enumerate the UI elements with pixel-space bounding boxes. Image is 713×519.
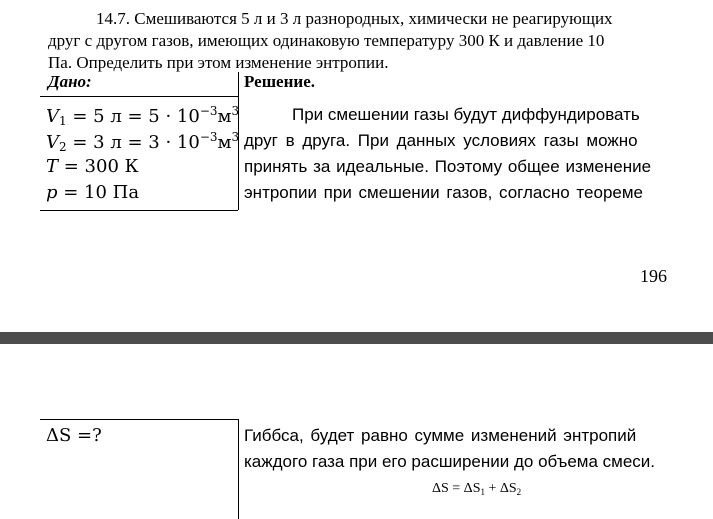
solution-line: каждого газа при его расширении до объема смеси. [244, 452, 656, 471]
problem-statement [48, 8, 688, 74]
given-v2: $V_2 = 3$ $л = 3 \cdot 10^{-3}м^3$ [46, 130, 240, 154]
solution-label: Решение. [244, 72, 315, 91]
solution-line: При смешении газы будут диффундировать [292, 105, 640, 124]
solution-line: Гиббса, будет равно сумме изменений энтропий [244, 426, 637, 445]
problem-line: Па. Определить при этом изменение энтропии. [48, 53, 389, 72]
page-number: 196 [640, 266, 667, 286]
solution-line: энтропии при смешении газов, согласно теореме [244, 183, 643, 202]
page-break-band [0, 332, 713, 344]
given-divider-bottom [238, 419, 239, 519]
find-delta-s: ΔS =? [46, 425, 102, 446]
given-p: p = 10 Па [46, 182, 140, 203]
solution-line: друг в друга. При данных условиях газы можно [244, 131, 638, 150]
given-bottom-rule [40, 210, 238, 211]
given-label: Дано: [48, 72, 92, 91]
given-v1: $V_1 = 5$ $л = 5 \cdot 10^{-3}м^3$ [46, 104, 240, 128]
entropy-formula: $\Delta S = \Delta S_1 + \Delta S_2$ [432, 481, 522, 497]
given-t: T = 300 К [46, 156, 139, 177]
problem-line: 14.7. Смешиваются 5 л и 3 л разнородных, химически не реагирующих [96, 9, 613, 28]
given-header-rule [40, 96, 238, 97]
find-top-rule [40, 419, 238, 420]
solution-line: принять за идеальные. Поэтому общее изменение [244, 157, 652, 176]
problem-line: друг с другом газов, имеющих одинаковую температуру 300 К и давление 10 [48, 31, 605, 50]
